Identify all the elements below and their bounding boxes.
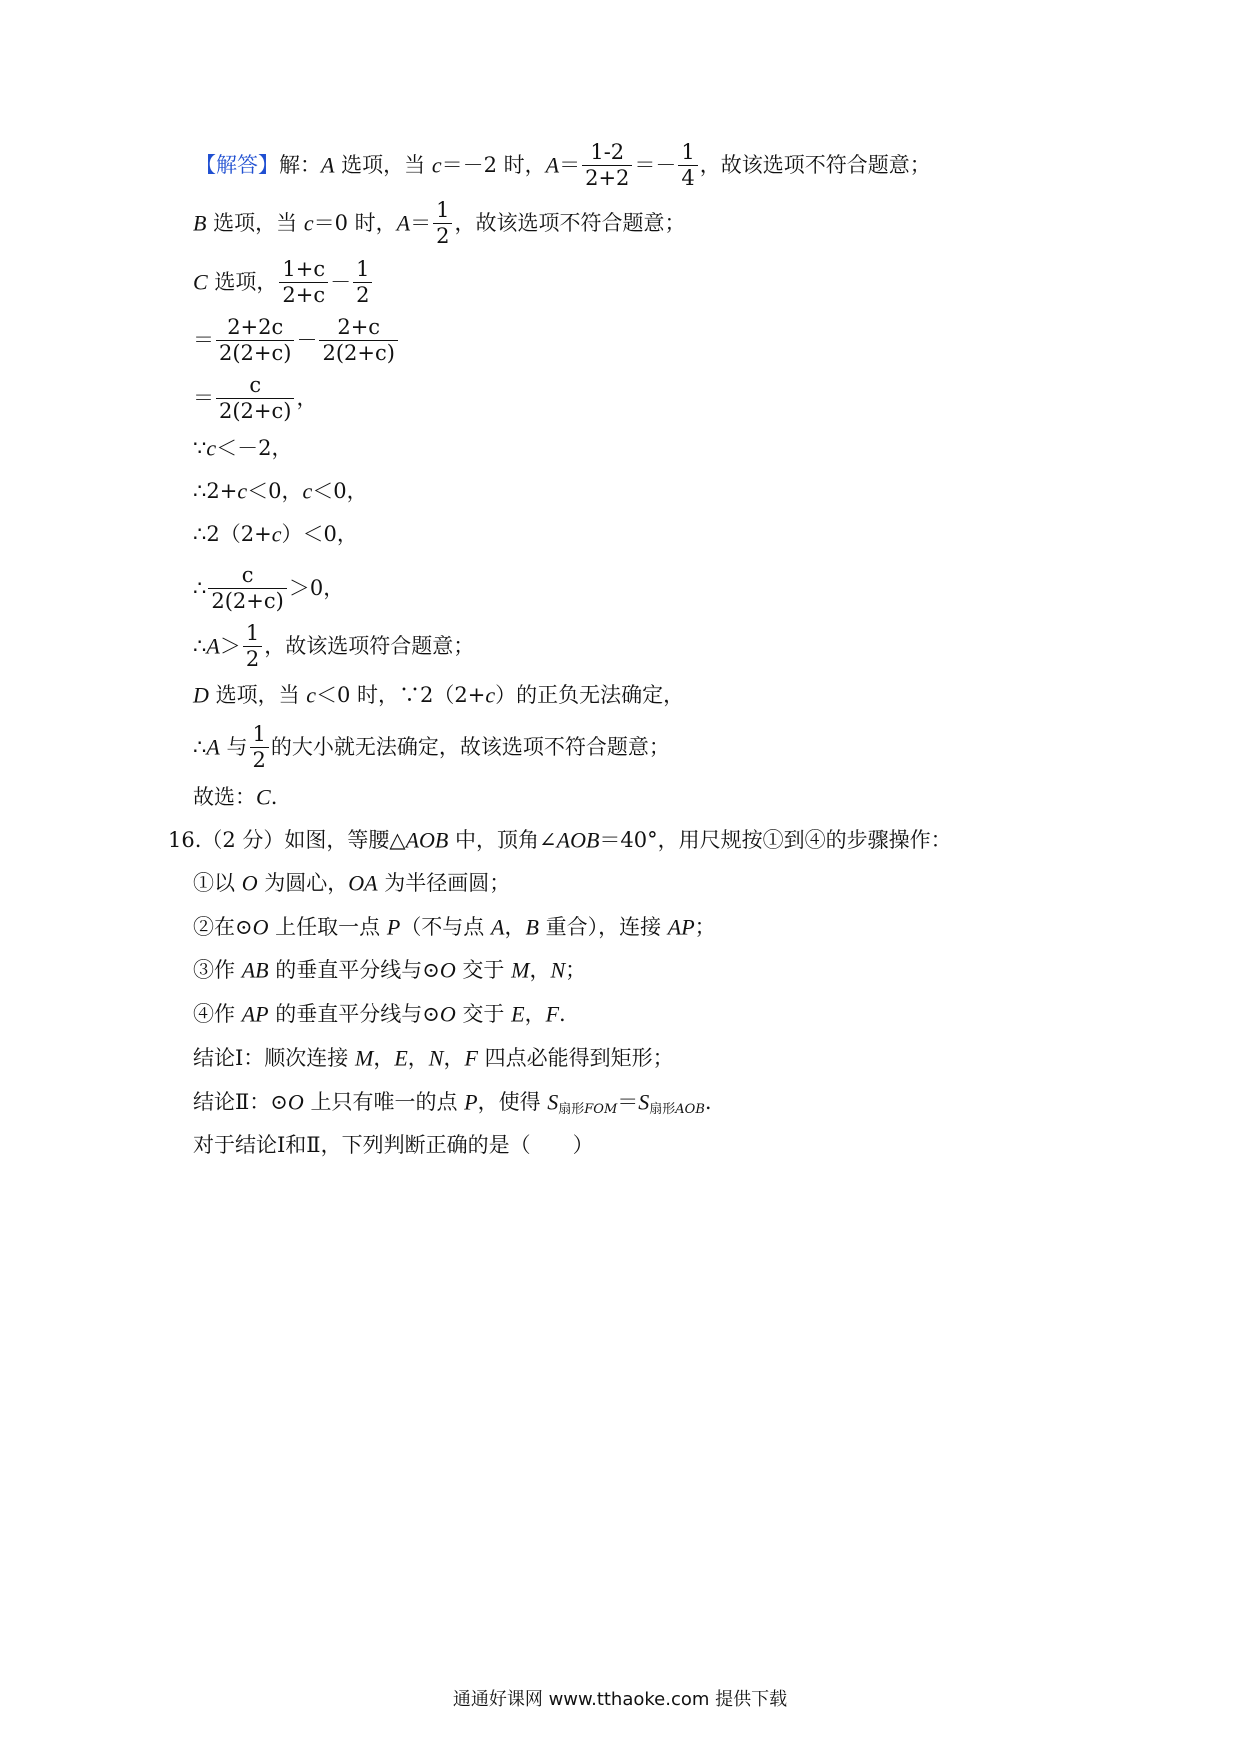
fraction: $\frac{c}{2(2+c)}$ [208,563,286,614]
question-16-prompt: 对于结论Ⅰ和Ⅱ，下列判断正确的是（ ） [193,1133,594,1157]
subscript: 扇形FOM [558,1102,618,1117]
fraction: $\frac{1-2}{2+2}$ [582,140,632,191]
answer-line-d1: D 选项，当 c＜0 时，∵2（2+c）的正负无法确定， [193,682,685,708]
answer-line-c4: ∵c＜－2， [193,435,293,461]
subscript: 扇形AOB [649,1102,705,1117]
fraction: $\frac{1}{2}$ [243,621,262,672]
fraction: $\frac{1}{2}$ [250,722,269,773]
answer-line-d2: ∴A 与 $\frac{1}{2}$ 的大小就无法确定，故该选项不符合题意； [193,722,670,773]
fraction: $\frac{2+2c}{2(2+c)}$ [216,315,294,366]
answer-line-b: B 选项，当 c＝0 时，A＝ $\frac{1}{2}$ ，故该选项不符合题意； [193,198,686,249]
answer-line-c8: ∴A＞ $\frac{1}{2}$ ，故该选项符合题意； [193,621,475,672]
fraction: $\frac{c}{2(2+c)}$ [216,373,294,424]
answer-line-c5: ∴2+c＜0，c＜0， [193,478,368,504]
answer-final: 故选：C. [193,784,278,810]
page-footer: 通通好课网 www.tthaoke.com 提供下载 [452,1689,788,1710]
answer-line-c7: ∴ $\frac{c}{2(2+c)}$ ＞0， [193,563,345,614]
answer-line-c3: ＝ $\frac{c}{2(2+c)}$ ， [193,373,318,424]
fraction: $\frac{1}{4}$ [678,140,697,191]
answer-line-c6: ∴2（2+c）＜0， [193,521,358,547]
question-16-conclusion-2: 结论Ⅱ：⊙O 上只有唯一的点 P，使得 $S_{扇形FOM}=S_{扇形AOB}$. [193,1089,712,1117]
fraction: $\frac{1}{2}$ [433,198,452,249]
question-16-step4: ④作 AP 的垂直平分线与⊙O 交于 E，F. [193,1001,566,1027]
answer-line-c2: ＝ $\frac{2+2c}{2(2+c)}$ － $\frac{2+c}{2(2+c)}$ [193,315,400,366]
answer-tag: 【解答】 [195,153,279,178]
fraction: $\frac{1}{2}$ [353,257,372,308]
question-16-step2: ②在⊙O 上任取一点 P（不与点 A，B 重合），连接 AP； [193,914,716,940]
fraction: $\frac{2+c}{2(2+c)}$ [319,315,397,366]
answer-line-c1: C 选项， $\frac{1+c}{2+c}$ － $\frac{1}{2}$ [193,257,374,308]
question-16-step3: ③作 AB 的垂直平分线与⊙O 交于 M，N； [193,957,587,983]
answer-line-a: 【解答】解：A 选项，当 c＝－2 时，A＝ $\frac{1-2}{2+2}$ ＝－ $\frac{1}{4}$ ，故该选项不符合题意； [195,140,931,191]
question-16-step1: ①以 O 为圆心，OA 为半径画圆； [193,870,511,896]
question-16-stem: 16.（2 分）如图，等腰△AOB 中，顶角∠AOB＝40°，用尺规按①到④的步骤操作： [168,827,952,853]
question-16-conclusion-1: 结论Ⅰ：顺次连接 M，E，N，F 四点必能得到矩形； [193,1045,674,1071]
fraction: $\frac{1+c}{2+c}$ [279,257,328,308]
